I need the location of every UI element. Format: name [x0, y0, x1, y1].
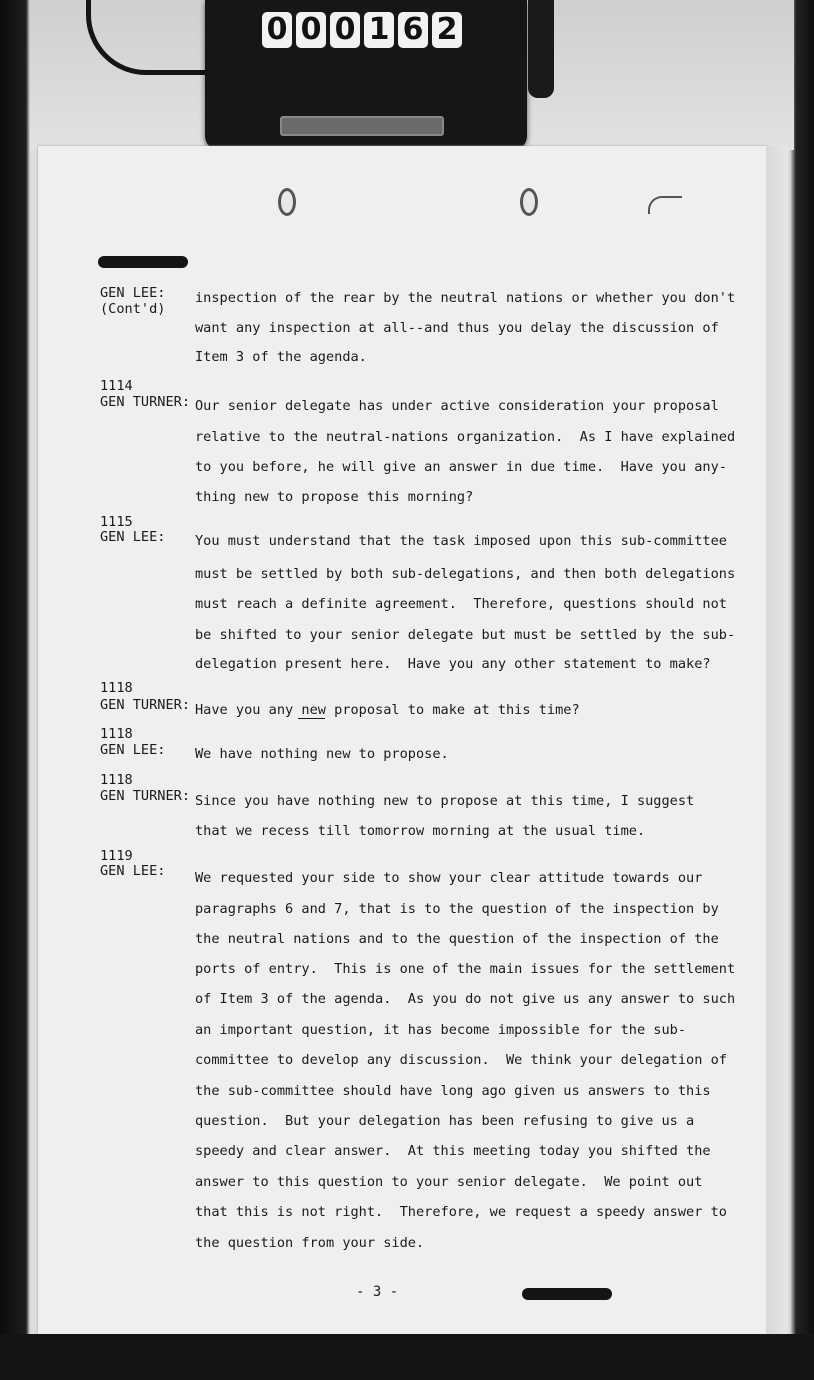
text-line: the question from your side.: [195, 1235, 425, 1251]
text-line: that this is not right. Therefore, we request a speedy answer to: [195, 1204, 727, 1220]
text-line: the neutral nations and to the question of the inspection of the: [195, 931, 719, 947]
text-line: Have you any new proposal to make at this time?: [195, 702, 580, 718]
pencil-mark: [648, 196, 682, 214]
page-number: - 3 -: [356, 1284, 399, 1300]
punch-hole: [520, 188, 538, 216]
text-line: be shifted to your senior delegate but must be settled by the sub-: [195, 627, 736, 643]
text-line: You must understand that the task imposed upon this sub-committee: [195, 533, 727, 549]
text-line: must reach a definite agreement. Therefore, questions should not: [195, 596, 727, 612]
speaker-label: GEN TURNER:: [100, 394, 191, 410]
speaker-continued-label: (Cont'd): [100, 301, 166, 317]
counter-digit: 2: [432, 12, 462, 48]
text-line: of Item 3 of the agenda. As you do not give us any answer to such: [195, 991, 736, 1007]
text-line: Item 3 of the agenda.: [195, 349, 367, 365]
text-line: thing new to propose this morning?: [195, 489, 474, 505]
entry-number: 1114: [100, 378, 133, 394]
speaker-label: GEN TURNER:: [100, 697, 191, 713]
text-line: must be settled by both sub-delegations, and then both delegations: [195, 566, 736, 582]
text-line: ports of entry. This is one of the main issues for the settlement: [195, 961, 736, 977]
entry-number: 1118: [100, 772, 133, 788]
text-line: to you before, he will give an answer in due time. Have you any-: [195, 459, 727, 475]
text-line: paragraphs 6 and 7, that is to the question of the inspection by: [195, 901, 719, 917]
text-line: an important question, it has become impossible for the sub-: [195, 1022, 687, 1038]
speaker-label: GEN TURNER:: [100, 788, 191, 804]
text-line: speedy and clear answer. At this meeting today you shifted the: [195, 1143, 711, 1159]
scan-bottom-border: [0, 1334, 814, 1380]
counter-digit: 0: [296, 12, 326, 48]
text-line: We have nothing new to propose.: [195, 746, 449, 762]
page-edge: [766, 146, 788, 1334]
text-line: want any inspection at all--and thus you delay the discussion of: [195, 320, 719, 336]
redacted-classification-bottom: [522, 1288, 612, 1300]
text-line: inspection of the rear by the neutral nations or whether you don't: [195, 290, 736, 306]
speaker-label: GEN LEE:: [100, 529, 166, 545]
text-line: delegation present here. Have you any other statement to make?: [195, 656, 711, 672]
entry-number: 1119: [100, 848, 133, 864]
speaker-label: GEN LEE:: [100, 285, 166, 301]
text-line: answer to this question to your senior delegate. We point out: [195, 1174, 703, 1190]
underline-new: [298, 718, 325, 719]
punch-hole: [278, 188, 296, 216]
counter-digit: 6: [398, 12, 428, 48]
text-line: Since you have nothing new to propose at this time, I suggest: [195, 793, 695, 809]
text-line: relative to the neutral-nations organization. As I have explained: [195, 429, 736, 445]
frame-counter: [262, 12, 462, 48]
text-line: question. But your delegation has been refusing to give us a: [195, 1113, 695, 1129]
text-line: the sub-committee should have long ago given us answers to this: [195, 1083, 711, 1099]
counter-plate: [280, 116, 444, 136]
entry-number: 1118: [100, 726, 133, 742]
entry-number: 1115: [100, 514, 133, 530]
entry-number: 1118: [100, 680, 133, 696]
counter-digit: 0: [330, 12, 360, 48]
speaker-label: GEN LEE:: [100, 863, 166, 879]
text-line: Our senior delegate has under active consideration your proposal: [195, 398, 719, 414]
text-line: We requested your side to show your clear attitude towards our: [195, 870, 703, 886]
counter-digit: 0: [262, 12, 292, 48]
text-line: that we recess till tomorrow morning at the usual time.: [195, 823, 646, 839]
text-line: committee to develop any discussion. We think your delegation of: [195, 1052, 727, 1068]
speaker-label: GEN LEE:: [100, 742, 166, 758]
redacted-classification-top: [98, 256, 188, 268]
counter-digit: 1: [364, 12, 394, 48]
counter-knob: [528, 0, 554, 98]
